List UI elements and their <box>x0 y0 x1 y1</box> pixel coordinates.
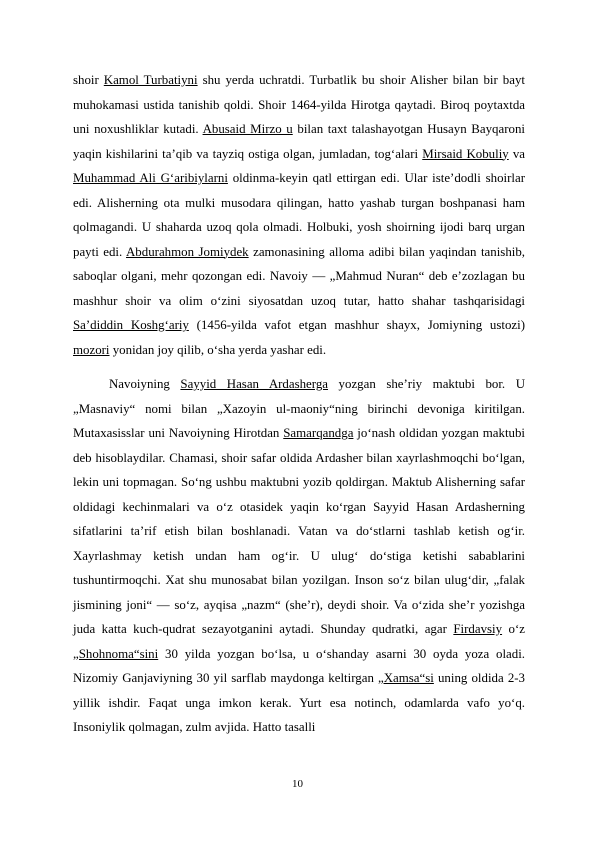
inline-link[interactable]: Samarqandga <box>283 426 354 440</box>
inline-link[interactable]: Saʼdiddin Koshgʻariy <box>73 318 189 332</box>
inline-link[interactable]: Sayyid Hasan Ardasherga <box>180 377 329 391</box>
text-run: va <box>508 146 526 161</box>
inline-link[interactable]: Firdavsiy <box>453 622 503 636</box>
text-run: joʻnash oldidan yozgan maktubi deb hisoblaydilar. Chamasi, shoir safar oldida Ardasher bilan xayrlashmoqchi boʻlgan, lekin uni topmagan. Soʻng ushbu maktubni yozib qoldirgan. Maktub Alisherning safar oldidagi kechinmalari va oʻz otasidek yaqin koʻrgan Sayyid Hasan Ardasherning sifatlarini taʼrif etish bilan boshlanadi. Vatan va doʻstlarni tashlab ketish ogʻir. Xayrlashmay ketish undan ham ogʻir. U ulugʻ doʻstiga ketishi sabablarini tushuntirmoqchi. Xat shu munosabat bilan yozilgan. Inson soʻz bilan ulugʻdir, „falak jismining joni“ — soʻz, ayqisa „nazm“ (sheʼr), deydi shoir. Va oʻzida sheʼr yozishga juda katta kuch-qudrat sezayotganini aytadi. Shunday qudratki, agar <box>73 426 525 636</box>
text-run: yozgan sheʼriy maktubi bor. U „Masnaviy“ nomi bilan „Xazoyin ul-maoniy“ning birinchi devoniga kiritilgan. Mutaxasisslar uni Navoiyning Hirotdan <box>73 377 526 440</box>
inline-link[interactable]: mozori <box>73 342 110 357</box>
paragraph-2 <box>73 372 525 740</box>
text-run: shu yerda uchratdi. Turbatlik bu shoir Alisher bilan bir bayt muhokamasi ustida tanishib qoldi. Shoir 1464-yilda Hirotga qaytadi. Biroq poytaxtda uni noxushliklar kutadi. <box>73 73 525 136</box>
text-run: bilan taxt talashayotgan Husayn Bayqaroni yaqin kishilarini taʼqib va tayziq ostiga olgan, jumladan, togʻalari <box>73 122 525 161</box>
inline-link[interactable]: Kamol Turbatiyni <box>103 73 198 87</box>
paragraph-1 <box>73 68 525 362</box>
text-run: yonidan joy qilib, oʻsha yerda yashar edi. <box>109 342 327 357</box>
inline-link[interactable]: Muhammad Ali Gʻaribiylarni <box>73 171 228 185</box>
text-run: oldinma-keyin qatl ettirgan edi. Ular isteʼdodli shoirlar edi. Alisherning ota mulki musodara qilingan, hatto yashab turgan boshpanasi ham qolmagandi. U shaharda uzoq qola olmadi. Holbuki, yosh shoirning ijodi barq urgan payti edi. <box>73 171 525 259</box>
inline-link[interactable]: Abdurahmon Jomiydek <box>126 244 249 259</box>
page-number: 10 <box>292 778 303 790</box>
text-run: oʻz <box>502 622 525 636</box>
text-run: zamonasining alloma adibi bilan yaqindan tanishib, saboqlar olgani, mehr qozongan edi. Navoiy — „Mahmud Nuran“ deb eʼzozlagan bu mashhur shoir va olim oʻzini siyosatdan uzoq tutar, hatto shahar tashqarisidagi <box>73 244 526 308</box>
inline-link[interactable]: „Xamsa“si <box>378 671 434 685</box>
text-run: Navoiyning <box>109 377 181 391</box>
text-run: uning oldida 2-3 yillik ishdir. Faqat unga imkon kerak. Yurt esa notinch, odamlarda vafo yoʻq. Insoniylik qolmagan, zulm avjida. Hatto tasalli <box>73 671 526 734</box>
inline-link[interactable]: Mirsaid Kobuliy <box>422 146 509 161</box>
document-body <box>73 68 525 740</box>
text-run: (1456-yilda vafot etgan mashhur shayx, Jomiyning ustozi) <box>188 318 525 332</box>
text-run: shoir <box>73 73 104 87</box>
inline-link[interactable]: „Shohnoma“sini <box>73 646 159 661</box>
text-run: 30 yilda yozgan boʻlsa, u oʻshanday asarni 30 oyda yoza oladi. Nizomiy Ganjaviyning 30 yil sarflab maydonga keltirgan <box>73 646 525 685</box>
inline-link[interactable]: Abusaid Mirzo u <box>202 122 293 136</box>
